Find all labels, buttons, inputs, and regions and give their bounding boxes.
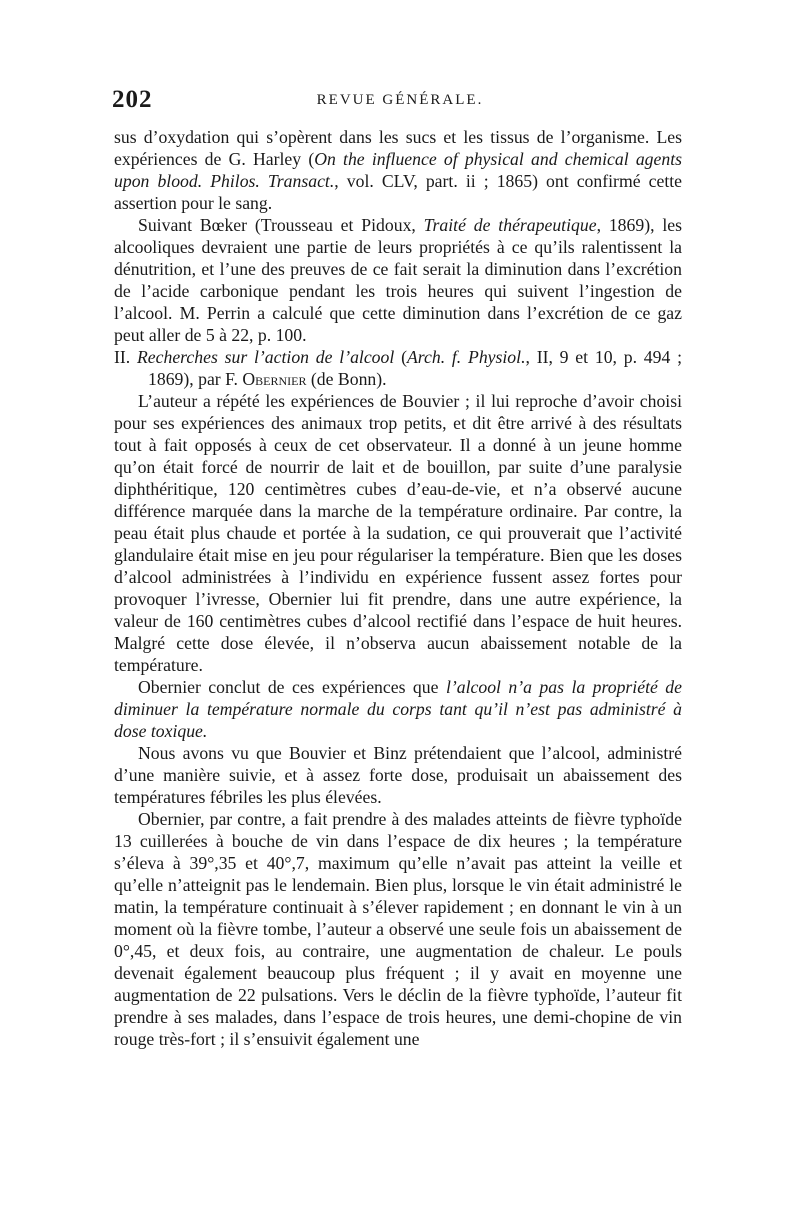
body-text	[114, 126, 682, 1050]
paragraph-5: Nous avons vu que Bouvier et Binz prétendaient que l’alcool, administré d’une manière suivie, et à assez forte dose, produisait un abaissement des températures fébriles les plus élevées.	[114, 743, 682, 807]
paragraph-2: Suivant Bœker (Trousseau et Pidoux, Traité de thérapeutique, 1869), les alcooliques devraient une partie de leurs propriétés à ce qu’ils ralentissent la dénutrition, et l’une des preuves de ce fait serait la diminution dans l’excrétion de l’acide carbonique pendant les trois heures qui suivent l’ingestion de l’alcool. M. Perrin a calculé que cette diminution dans l’excrétion de ce gaz peut aller de 5 à 22, p. 100.	[114, 215, 682, 345]
paragraph-6: Obernier, par contre, a fait prendre à des malades atteints de fièvre typhoïde 13 cuillerées à bouche de vin dans l’espace de dix heures ; la température s’éleva à 39°,35 et 40°,7, maximum qu’elle n’avait pas atteint la veille et qu’elle n’atteignit pas le lendemain. Bien plus, lorsque le vin était administré le matin, la température continuait à s’élever rapidement ; en donnant le vin à un moment où la fièvre tombe, l’auteur a observé une seule fois un abaissement de 0°,45, et deux fois, au contraire, une augmentation de chaleur. Le pouls devenait également beaucoup plus fréquent ; il y avait en moyenne une augmentation de 22 pulsations. Vers le déclin de la fièvre typhoïde, l’auteur fit prendre à ses malades, dans l’espace de trois heures, une demi-chopine de vin rouge très-fort ; il s’ensuivit également une	[114, 809, 682, 1049]
paragraph-3: L’auteur a répété les expériences de Bouvier ; il lui reproche d’avoir choisi pour ses expériences des animaux trop petits, et dit être arrivé à des résultats tout à fait opposés à ceux de cet observateur. Il a donné à un jeune homme qu’on était forcé de nourrir de lait et de bouillon, par suite d’une paralysie diphthéritique, 120 centimètres cubes d’eau-de-vie, et n’a observé aucune différence marquée dans la marche de la température ordinaire. Par contre, la peau était plus chaude et portée à la sudation, ce qui prouverait que l’activité glandulaire était mise en jeu pour régulariser la température. Bien que les doses d’alcool administrées à l’individu en expérience fussent assez fortes pour provoquer l’ivresse, Obernier lui fit prendre, dans une autre expérience, la valeur de 160 centimètres cubes d’alcool rectifié dans l’espace de huit heures. Malgré cette dose élevée, il n’observa aucun abaissement notable de la température.	[114, 391, 682, 675]
page-header	[112, 86, 688, 116]
section-heading: II. Recherches sur l’action de l’alcool (Arch. f. Physiol., II, 9 et 10, p. 494 ; 1869), par F. Obernier (de Bonn).	[114, 347, 683, 389]
paragraph-4: Obernier conclut de ces expériences que l’alcool n’a pas la propriété de diminuer la température normale du corps tant qu’il n’est pas administré à dose toxique.	[114, 677, 682, 741]
page-number: 202	[112, 86, 153, 113]
running-title: REVUE GÉNÉRALE.	[316, 92, 484, 108]
paragraph-1: sus d’oxydation qui s’opèrent dans les sucs et les tissus de l’organisme. Les expériences de G. Harley (On the influence of physical and chemical agents upon blood. Philos. Transact., vol. CLV, part. ii ; 1865) ont confirmé cette assertion pour le sang.	[114, 127, 683, 213]
author-name: Obernier	[242, 369, 307, 389]
